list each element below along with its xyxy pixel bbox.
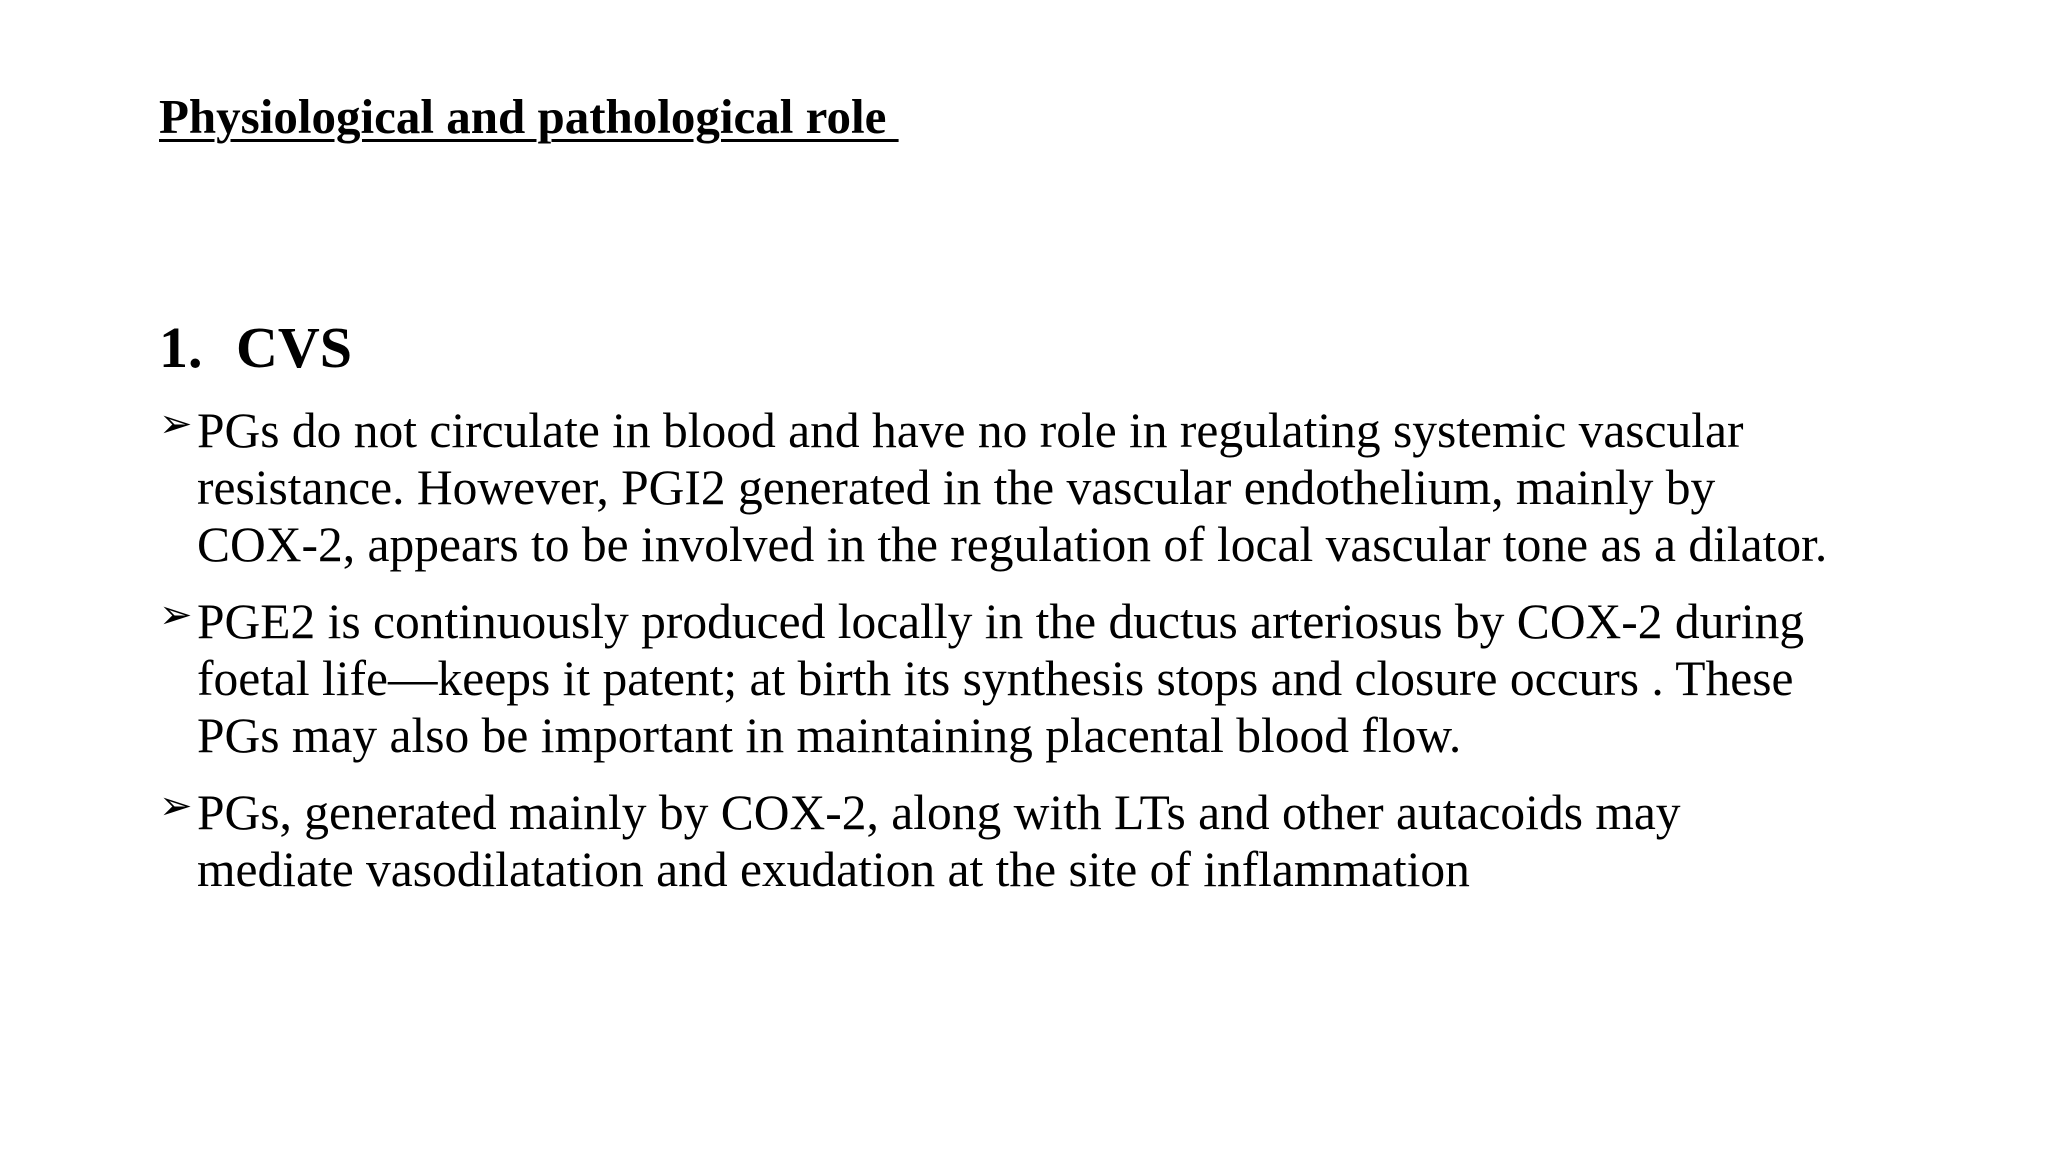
- list-item: [159, 402, 1939, 573]
- bullet-line: PGs, generated mainly by COX-2, along with LTs and other autacoids may: [197, 785, 1681, 840]
- arrowhead-bullet-icon: ➢: [159, 592, 193, 638]
- arrowhead-bullet-icon: ➢: [159, 783, 193, 829]
- bullet-line: mediate vasodilatation and exudation at the site of inflammation: [197, 842, 1470, 897]
- bullet-line: foetal life—keeps it patent; at birth its synthesis stops and closure occurs . These: [197, 651, 1794, 706]
- bullet-line: PGs do not circulate in blood and have no role in regulating systemic vascular: [197, 403, 1744, 458]
- bullet-line: PGs may also be important in maintaining placental blood flow.: [197, 708, 1462, 763]
- bullet-list: [159, 402, 1939, 918]
- section-number: 1.: [159, 315, 203, 380]
- bullet-line: PGE2 is continuously produced locally in the ductus arteriosus by COX-2 during: [197, 594, 1805, 649]
- section-title: [159, 313, 352, 383]
- section-label: CVS: [236, 315, 353, 380]
- bullet-line: resistance. However, PGI2 generated in the vascular endothelium, mainly by: [197, 460, 1716, 515]
- list-item: [159, 593, 1939, 764]
- slide-heading: Physiological and pathological role: [159, 89, 899, 144]
- bullet-line: COX-2, appears to be involved in the regulation of local vascular tone as a dilator.: [197, 517, 1828, 572]
- arrowhead-bullet-icon: ➢: [159, 401, 193, 447]
- list-item: [159, 784, 1939, 898]
